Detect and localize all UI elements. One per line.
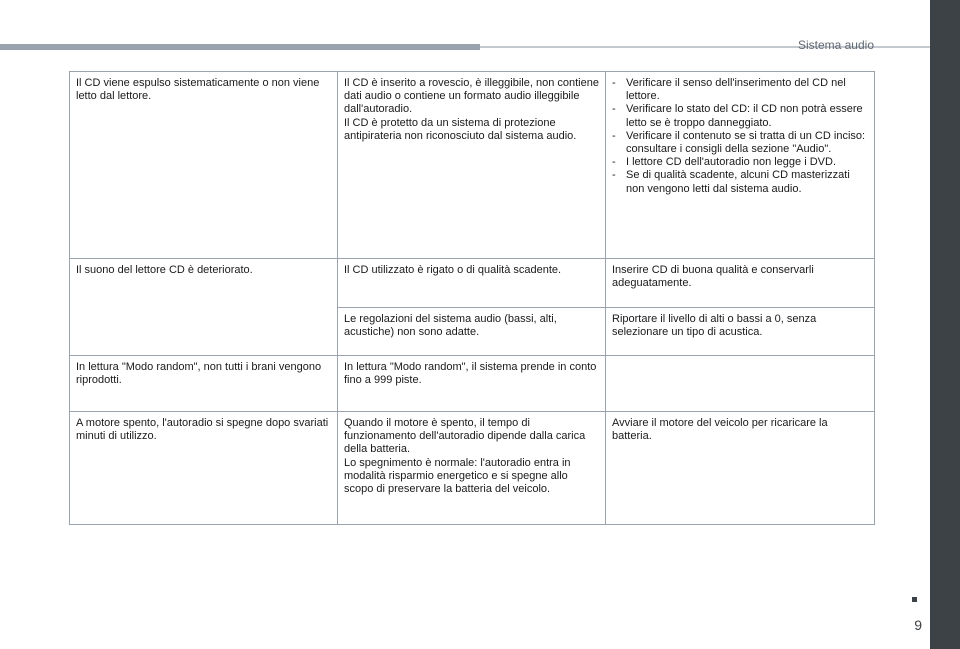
problem-cell: Il suono del lettore CD è deteriorato.: [70, 259, 338, 356]
solution-cell: [606, 72, 875, 259]
cause-cell: Il CD utilizzato è rigato o di qualità scadente.: [338, 259, 606, 308]
table-row: [70, 72, 875, 259]
problem-cell: In lettura "Modo random", non tutti i brani vengono riprodotti.: [70, 356, 338, 412]
problem-cell: A motore spento, l'autoradio si spegne dopo svariati minuti di utilizzo.: [70, 412, 338, 525]
cause-cell: Le regolazioni del sistema audio (bassi, alti, acustiche) non sono adatte.: [338, 308, 606, 356]
list-item: - I lettore CD dell'autoradio non legge i DVD.: [612, 156, 868, 169]
solution-cell: Riportare il livello di alti o bassi a 0, senza selezionare un tipo di acustica.: [606, 308, 875, 356]
solution-cell: [606, 356, 875, 412]
troubleshooting-table: [69, 71, 875, 525]
table-row: [70, 259, 875, 308]
cause-cell: [338, 72, 606, 259]
cause-cell: [338, 412, 606, 525]
solution-cell: Avviare il motore del veicolo per ricaricare la batteria.: [606, 412, 875, 525]
cause-line: Quando il motore è spento, il tempo di funzionamento dell'autoradio dipende dalla carica della batteria.: [344, 417, 586, 456]
cause-cell: In lettura "Modo random", il sistema prende in conto fino a 999 piste.: [338, 356, 606, 412]
solution-list: [612, 77, 868, 196]
table-row: [70, 356, 875, 412]
table-row: [70, 412, 875, 525]
solution-cell: Inserire CD di buona qualità e conservarli adeguatamente.: [606, 259, 875, 308]
list-item: - Verificare il senso dell'inserimento del CD nel lettore.: [612, 77, 868, 103]
list-item: - Verificare lo stato del CD: il CD non potrà essere letto se è troppo danneggiato.: [612, 103, 868, 129]
header-rule-dark: [0, 44, 480, 50]
cause-line: Il CD è inserito a rovescio, è illeggibile, non contiene dati audio o contiene un formato audio illeggibile dall'autoradio.: [344, 77, 599, 116]
cause-line: Lo spegnimento è normale: l'autoradio entra in modalità risparmio energetico e si spegne allo scopo di preservare la batteria del veicolo.: [344, 456, 571, 496]
cause-line: Il CD è protetto da un sistema di protezione antipirateria non riconosciuto dal sistema audio.: [344, 116, 577, 142]
list-item: - Verificare il contenuto se si tratta di un CD inciso: consultare i consigli della sezione "Audio".: [612, 130, 868, 156]
page-marker: [912, 597, 917, 602]
side-strip: [930, 0, 960, 649]
section-title: Sistema audio: [797, 38, 874, 52]
page-number: 9: [914, 617, 922, 633]
list-item: - Se di qualità scadente, alcuni CD masterizzati non vengono letti dal sistema audio.: [612, 169, 868, 195]
problem-cell: Il CD viene espulso sistematicamente o non viene letto dal lettore.: [70, 72, 338, 259]
